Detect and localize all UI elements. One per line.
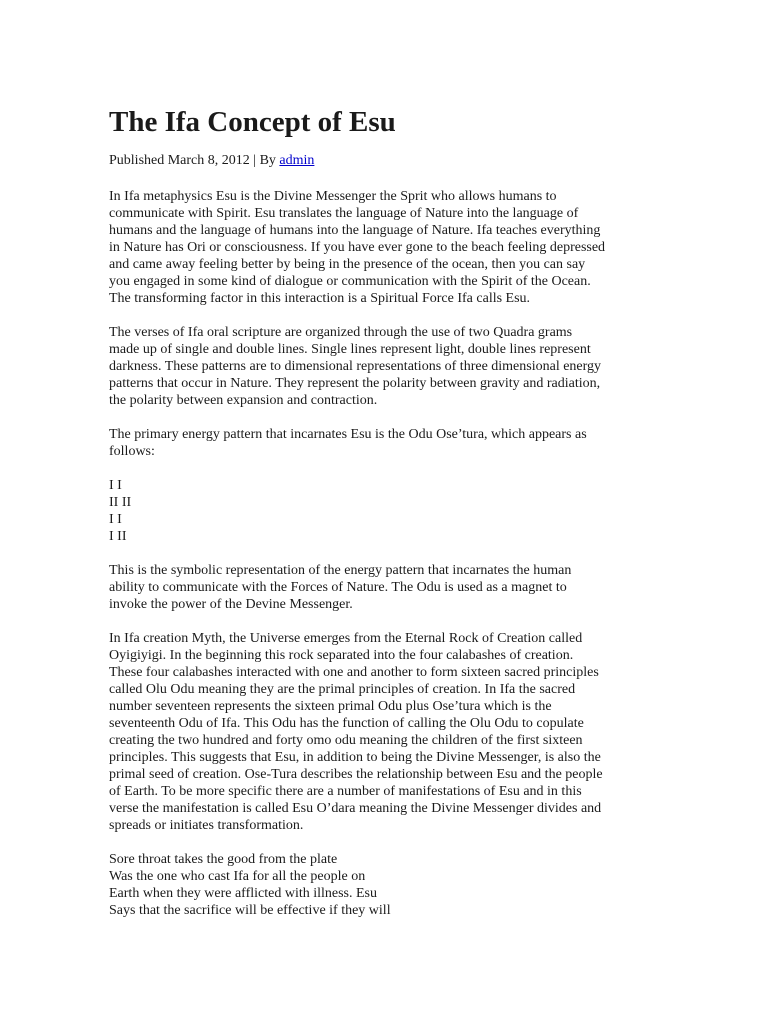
text-line: of Earth. To be more specific there are a number of manifestations of Esu and in this [109,784,582,799]
paragraph-esu-divine-messenger [109,188,669,307]
text-line: Sore throat takes the good from the plate [109,852,338,867]
paragraph-ifa-oral-scripture [109,324,669,409]
text-line: you engaged in some kind of dialogue or communication with the Spirit of the Ocean. [109,274,591,289]
paragraph-symbolic-representation [109,562,669,613]
text-line: II II [109,495,132,510]
text-line: called Olu Odu meaning they are the primal principles of creation. In Ifa the sacred [109,682,576,697]
text-line: Was the one who cast Ifa for all the people on [109,869,366,884]
text-line: These four calabashes interacted with one and another to form sixteen sacred principles [109,665,599,680]
text-line: In Ifa creation Myth, the Universe emerges from the Eternal Rock of Creation called [109,631,583,646]
text-line: I I [109,512,122,527]
text-line: follows: [109,444,155,459]
paragraph-primary-energy-pattern [109,426,669,460]
text-line: verse the manifestation is called Esu O’dara meaning the Divine Messenger divides and [109,801,602,816]
text-line: Earth when they were afflicted with illness. Esu [109,886,377,901]
text-line: principles. This suggests that Esu, in addition to being the Divine Messenger, is also the [109,750,601,765]
text-line: seventeenth Odu of Ifa. This Odu has the function of calling the Olu Odu to copulate [109,716,584,731]
text-line: made up of single and double lines. Single lines represent light, double lines represent [109,342,591,357]
text-line: Oyigiyigi. In the beginning this rock separated into the four calabashes of creation. [109,648,574,663]
text-line: number seventeen represents the sixteen primal Odu plus Ose’tura which is the [109,699,552,714]
article-byline [109,152,314,170]
text-line: The transforming factor in this interaction is a Spiritual Force Ifa calls Esu. [109,291,531,306]
text-line: I II [109,529,127,544]
text-line: I I [109,478,122,493]
verse-sore-throat [109,851,669,919]
article-title: The Ifa Concept of Esu [109,106,396,138]
text-line: invoke the power of the Devine Messenger. [109,597,353,612]
text-line: humans and the language of humans into the language of Nature. Ifa teaches everything [109,223,601,238]
text-line: communicate with Spirit. Esu translates the language of Nature into the language of [109,206,579,221]
byline-published-text: Published March 8, 2012 | By [109,153,280,168]
text-line: primal seed of creation. Ose-Tura describes the relationship between Esu and the people [109,767,603,782]
text-line: ability to communicate with the Forces of Nature. The Odu is used as a magnet to [109,580,567,595]
text-line: Says that the sacrifice will be effective if they will [109,903,391,918]
text-line: the polarity between expansion and contraction. [109,393,378,408]
article-body [109,188,669,936]
text-line: The verses of Ifa oral scripture are organized through the use of two Quadra grams [109,325,573,340]
text-line: spreads or initiates transformation. [109,818,304,833]
odu-ose-tura-pattern [109,477,669,545]
text-line: patterns that occur in Nature. They represent the polarity between gravity and radiation, [109,376,601,391]
text-line: In Ifa metaphysics Esu is the Divine Messenger the Sprit who allows humans to [109,189,557,204]
text-line: This is the symbolic representation of the energy pattern that incarnates the human [109,563,572,578]
text-line: darkness. These patterns are to dimensional representations of three dimensional energy [109,359,602,374]
text-line: and came away feeling better by being in the presence of the ocean, then you can say [109,257,586,272]
text-line: in Nature has Ori or consciousness. If you have ever gone to the beach feeling depressed [109,240,606,255]
author-link[interactable]: admin [279,153,315,168]
text-line: creating the two hundred and forty omo odu meaning the children of the first sixteen [109,733,583,748]
text-line: The primary energy pattern that incarnates Esu is the Odu Ose’tura, which appears as [109,427,587,442]
paragraph-creation-myth [109,630,669,834]
